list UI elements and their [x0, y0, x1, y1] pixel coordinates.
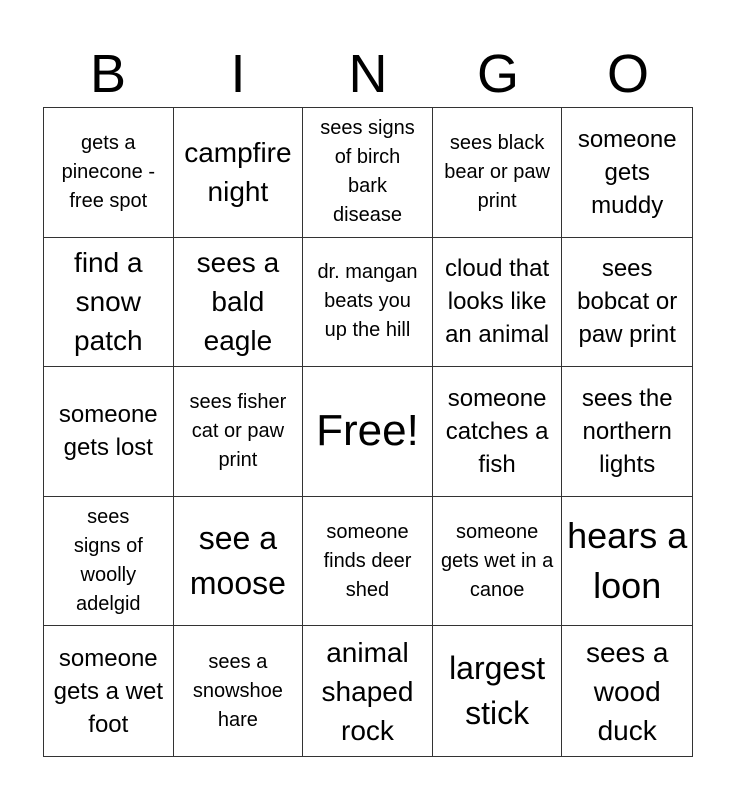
bingo-header: [43, 40, 693, 108]
bingo-cell-r3c1[interactable]: someone gets lost: [44, 367, 174, 497]
header-letter-i: I: [230, 44, 246, 104]
header-letter-b: B: [89, 44, 127, 104]
bingo-cell-r5c3[interactable]: animal shaped rock: [303, 626, 433, 756]
bingo-cell-r4c1[interactable]: sees signs of woolly adelgid: [44, 497, 174, 627]
bingo-cell-r5c2[interactable]: sees a snowshoe hare: [174, 626, 304, 756]
bingo-cell-r3c3-free[interactable]: Free!: [303, 367, 433, 497]
bingo-cell-r5c5[interactable]: sees a wood duck: [585, 636, 669, 746]
bingo-cell-r1c3[interactable]: sees signs of birch bark disease: [303, 108, 433, 238]
bingo-cell-r1c2[interactable]: campfire night: [174, 108, 304, 238]
header-letter-g: G: [476, 44, 519, 104]
bingo-cell-r2c4[interactable]: cloud that looks like an animal: [433, 238, 563, 368]
bingo-cell-r4c4[interactable]: someone gets wet in a canoe: [433, 497, 563, 627]
bingo-cell-r2c1[interactable]: find a snow patch: [44, 238, 174, 368]
bingo-cell-r2c2[interactable]: sees a bald eagle: [174, 238, 304, 368]
bingo-cell-r4c3[interactable]: someone finds deer shed: [303, 497, 433, 627]
bingo-cell-r1c1[interactable]: gets a pinecone - free spot: [44, 108, 174, 238]
bingo-cell-r4c2[interactable]: see a moose: [174, 497, 304, 627]
header-letter-o: O: [606, 44, 649, 104]
bingo-cell-r3c5[interactable]: sees the northern lights: [562, 367, 692, 497]
bingo-cell-r1c4[interactable]: sees black bear or paw print: [433, 108, 563, 238]
bingo-cell-r2c5[interactable]: sees bobcat or paw print: [562, 238, 692, 368]
bingo-cell-r4c5[interactable]: hears a loon: [562, 497, 692, 627]
bingo-cell-r3c2[interactable]: sees fisher cat or paw print: [174, 367, 304, 497]
bingo-cell-r3c4[interactable]: someone catches a fish: [433, 367, 563, 497]
bingo-cell-r5c1[interactable]: someone gets a wet foot: [44, 626, 174, 756]
bingo-cell-r5c4[interactable]: largest stick: [433, 626, 563, 756]
bingo-cell-r2c3[interactable]: dr. mangan beats you up the hill: [303, 238, 433, 368]
header-letter-n: N: [348, 44, 388, 104]
bingo-grid: [43, 107, 693, 757]
bingo-cell-r1c5[interactable]: someone gets muddy: [562, 108, 692, 238]
